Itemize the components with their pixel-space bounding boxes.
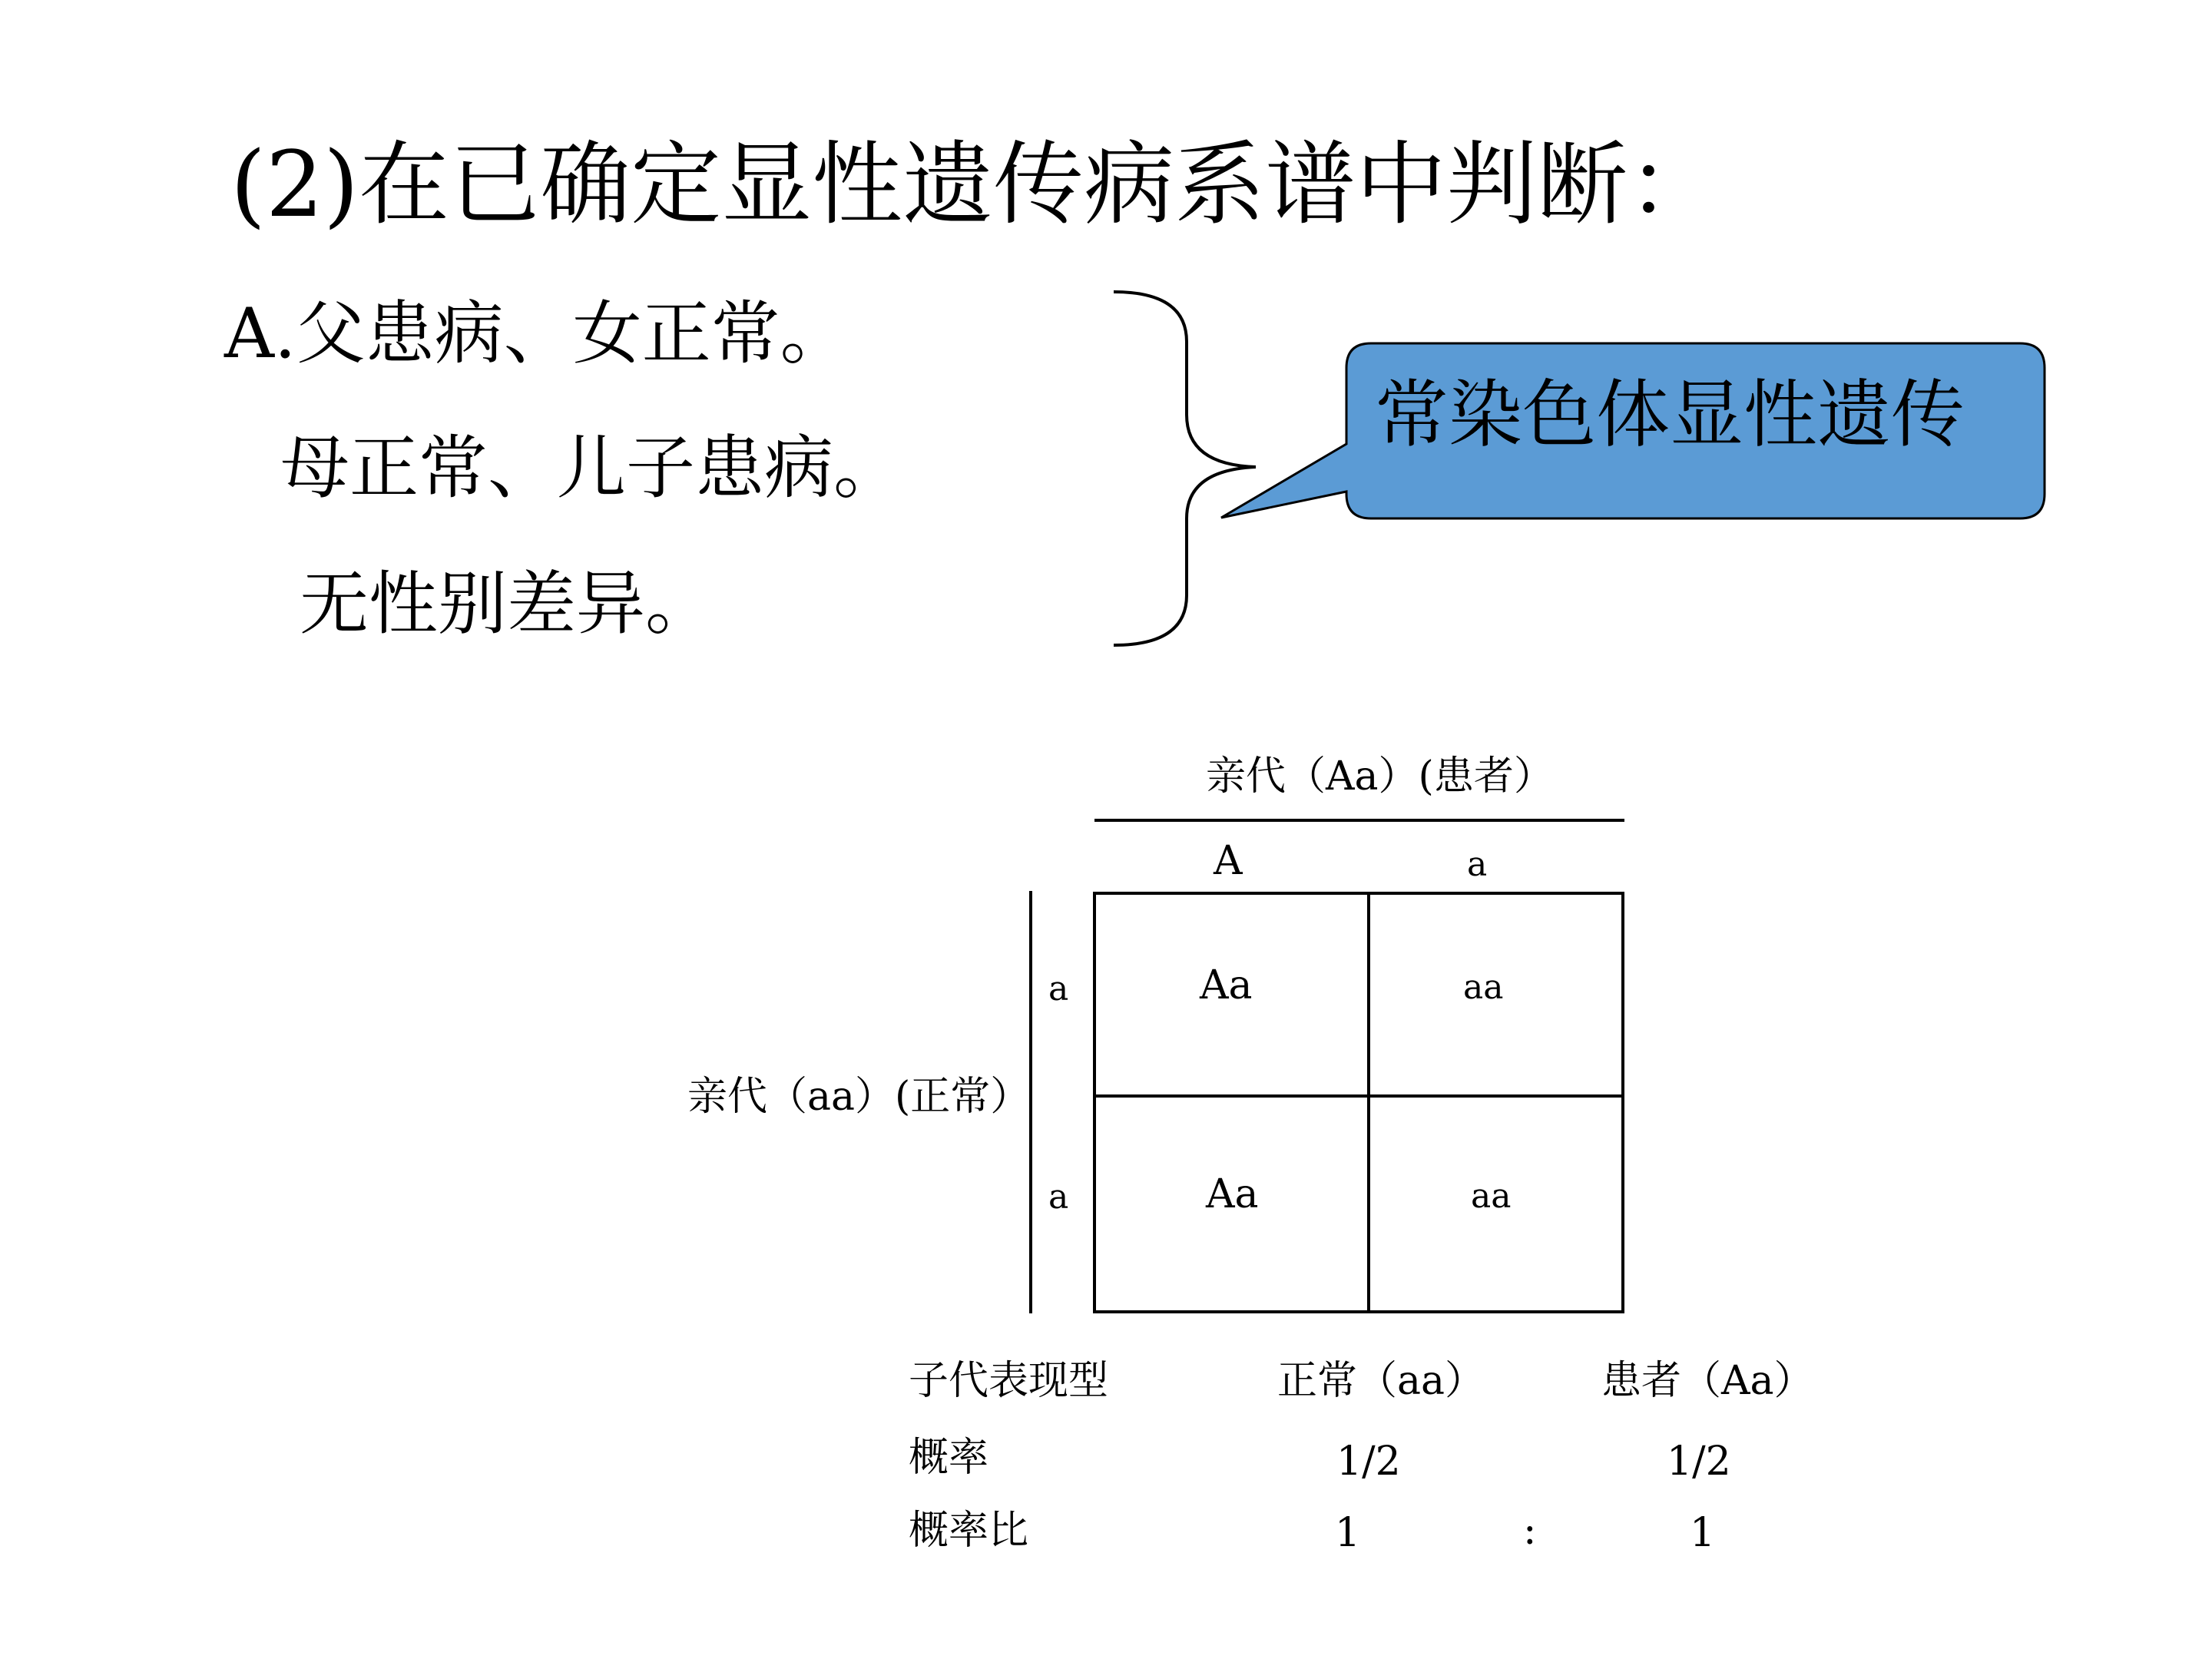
criterion-line-3: 无性别差异。 bbox=[300, 564, 714, 644]
cell-r1-c2: aa bbox=[1463, 968, 1504, 1007]
probability-affected: 1/2 bbox=[1667, 1439, 1731, 1485]
column-gamete-1: A bbox=[1214, 838, 1243, 884]
callout-text: 常染色体显性遗传 bbox=[1375, 372, 1965, 458]
slide-title: (2)在已确定显性遗传病系谱中判断： bbox=[230, 131, 1719, 237]
offspring-header-affected: 患者（Aa） bbox=[1601, 1358, 1814, 1404]
ratio-separator: : bbox=[1523, 1508, 1537, 1554]
offspring-header-phenotype: 子代表现型 bbox=[909, 1358, 1109, 1404]
offspring-header-normal: 正常（aa） bbox=[1277, 1358, 1485, 1404]
ratio-affected: 1 bbox=[1690, 1510, 1716, 1556]
row-gamete-2: a bbox=[1048, 1177, 1069, 1217]
criterion-line-2: 母正常、儿子患病。 bbox=[280, 428, 902, 508]
probability-label: 概率 bbox=[909, 1435, 989, 1481]
left-parent-label: 亲代（aa）(正常） bbox=[687, 1074, 1031, 1120]
cell-r2-c2: aa bbox=[1471, 1177, 1512, 1216]
ratio-label: 概率比 bbox=[909, 1508, 1029, 1554]
criterion-line-1: A.父患病、女正常。 bbox=[224, 293, 849, 374]
punnett-grid bbox=[1094, 893, 1623, 1312]
cell-r2-c1: Aa bbox=[1206, 1171, 1259, 1217]
column-gamete-2: a bbox=[1467, 845, 1488, 884]
top-parent-label: 亲代（Aa）(患者） bbox=[1206, 753, 1554, 800]
ratio-normal: 1 bbox=[1335, 1510, 1361, 1556]
probability-normal: 1/2 bbox=[1336, 1439, 1401, 1485]
cell-r1-c1: Aa bbox=[1200, 962, 1253, 1008]
row-gamete-1: a bbox=[1048, 969, 1069, 1008]
